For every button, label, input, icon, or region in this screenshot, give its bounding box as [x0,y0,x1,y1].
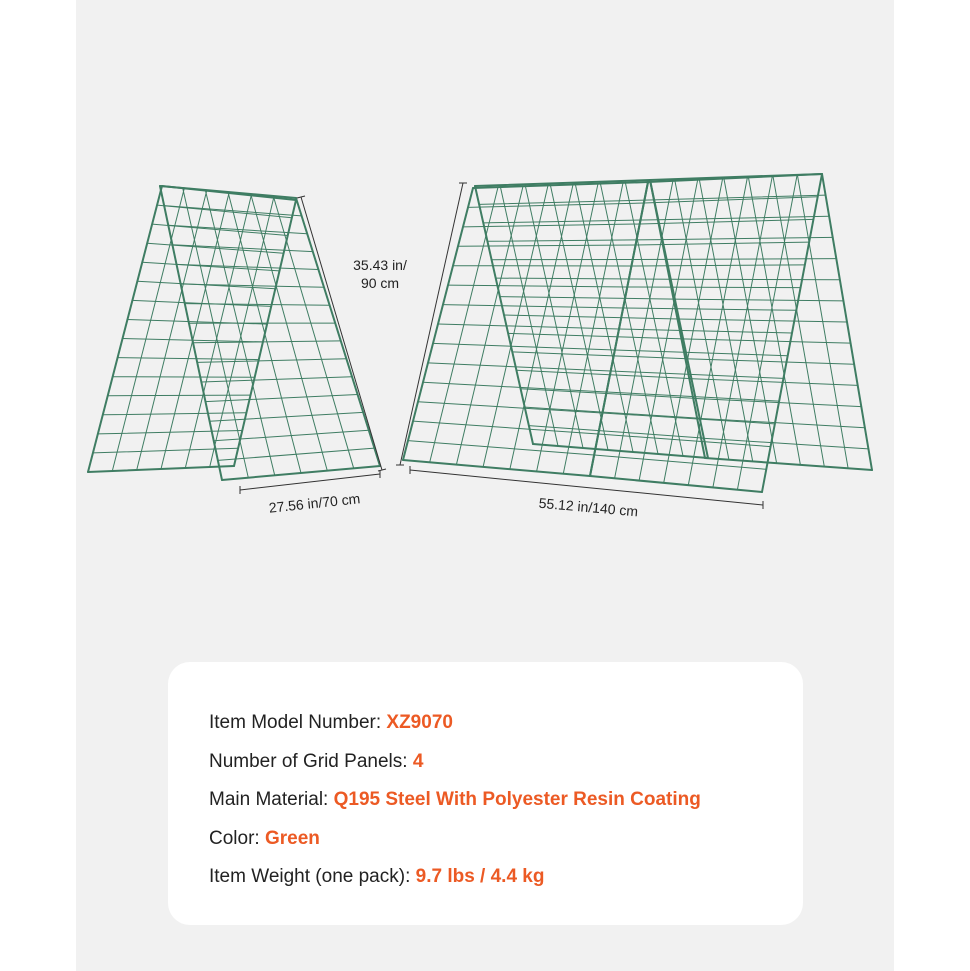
large-front-panel-left-wire [438,324,619,329]
large-front-panel-right-wire [640,219,814,224]
spec-row-material [209,781,701,820]
large-back-panel-right-wire [678,319,848,322]
small-front-panel-wire [132,300,271,306]
spec-value: Green [264,827,320,849]
spec-card [168,662,803,925]
large-width-dimension-label: 55.12 in/140 cm [538,494,639,520]
spec-row-weight [209,858,701,897]
spec-row-panels [209,743,701,782]
large-back-panel-right-wire [666,259,837,260]
large-front-panel-right-wire [615,350,788,356]
spec-label: Item Model Number: [209,712,387,733]
spec-label: Color: [209,827,265,849]
large-back-panel-left-wire [496,278,671,279]
spec-row-color [209,820,701,859]
large-back-panel-left-wire [500,297,675,300]
large-back-panel-right-wire [662,237,833,239]
spec-row-model [209,704,701,743]
small-front-panel-wire [112,188,184,471]
large-front-panel-right-wire [623,308,796,310]
large-front-panel-left-wire [443,305,623,308]
spec-list [209,704,701,897]
grid-panels [88,174,872,492]
large-front-panel-right-wire [594,455,766,469]
height-dimension-line [301,197,382,470]
large-front-panel-right-frame [590,476,762,492]
large-front-panel-left-wire [458,245,636,246]
large-front-panel-left-wire [448,285,627,287]
large-back-panel-left-wire [504,315,679,319]
large-front-panel-right-wire [627,287,800,288]
small-back-panel-wire [164,206,302,216]
spec-value: 9.7 lbs / 4.4 kg [415,866,545,887]
spec-label: Item Weight (one pack): [209,866,416,887]
small-back-panel-frame [296,198,380,466]
large-front-panel-left-wire [463,224,640,227]
large-front-panel-left-wire [408,441,594,455]
large-front-panel-left-wire [423,382,607,392]
large-front-panel-right-wire [598,434,770,447]
spec-label: Main Material: [209,789,334,810]
spec-value: Q195 Steel With Polyester Resin Coating [333,789,701,810]
large-front-panel-left-wire [433,343,615,350]
small-front-panel-frame [234,200,296,466]
large-front-panel-left-wire [413,421,598,434]
large-front-panel-left-frame [403,460,590,476]
small-back-panel-wire [273,196,353,468]
small-front-panel-wire [137,281,275,288]
large-front-panel-right-wire [611,371,784,378]
large-front-panel-left-wire [428,363,611,371]
small-back-panel-wire [168,225,307,234]
spec-label: Number of Grid Panels: [209,750,413,772]
small-width-dimension-label: 27.56 in/70 cm [267,490,361,516]
small-front-panel-wire [142,262,279,271]
small-back-panel-wire [210,412,364,421]
large-front-panel-right-wire [602,413,775,424]
small-front-panel-wire [113,377,255,378]
small-front-panel-frame [88,186,162,472]
large-front-panel-left-wire [418,402,602,413]
small-front-panel-wire [137,191,207,470]
large-front-panel-right-wire [631,265,805,266]
height-dimension-label-metric: 90 cm [360,275,400,291]
large-back-panel-left-wire [483,220,658,223]
large-front-panel-right-wire [619,329,792,333]
small-back-panel-wire [251,194,328,471]
spec-value: XZ9070 [386,712,453,733]
spec-value: 4 [412,750,424,772]
small-front-panel-wire [108,395,251,396]
height-dimension-label: 35.43 in/ [353,257,407,273]
